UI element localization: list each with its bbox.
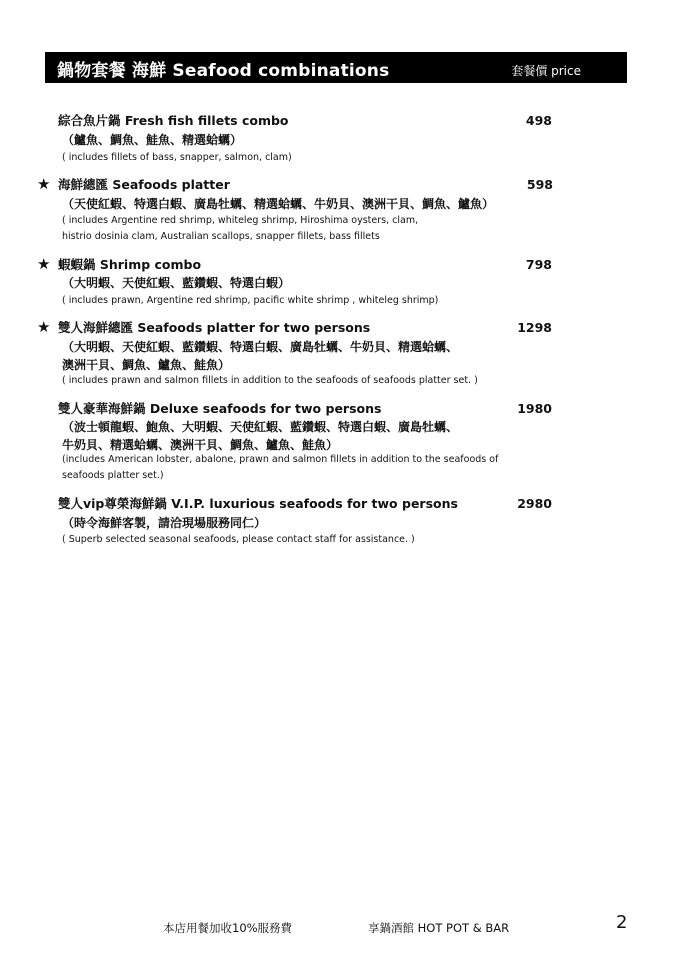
restaurant-brand: 享鍋酒館 HOT POT & BAR (368, 921, 510, 935)
item-ingredients-en: ( includes Argentine red shrimp, whiteleg shrimp, Hiroshima oysters, clam, histrio dosinia clam, Australian scallops, snapper fillets, bass fillets (62, 215, 419, 242)
item-name: 海鮮總匯 Seafoods platter (58, 177, 230, 192)
item-ingredients-zh: （時令海鮮客製，請洽現場服務同仁） (62, 516, 267, 530)
item-ingredients-en: ( includes prawn and salmon fillets in addition to the seafoods of seafoods platter set. ) (62, 375, 478, 386)
item-ingredients-zh: （大明蝦、天使紅蝦、藍鑽蝦、特選白蝦、廣島牡蠣、牛奶貝、精選蛤蠣、 澳洲干貝、鯛魚、鱸魚、鮭魚） (62, 340, 459, 372)
item-ingredients-zh: （天使紅蝦、特選白蝦、廣島牡蠣、精選蛤蠣、牛奶貝、澳洲干貝、鯛魚、鱸魚） (62, 197, 495, 211)
star-icon: ★ (37, 255, 51, 273)
price-column-label: 套餐價 price (511, 64, 581, 78)
item-name: 綜合魚片鍋 Fresh fish fillets combo (58, 113, 289, 128)
item-price: 2980 (517, 496, 552, 511)
item-price: 498 (525, 113, 552, 128)
item-ingredients-en: ( includes fillets of bass, snapper, salmon, clam) (62, 152, 292, 163)
item-price: 1298 (517, 320, 552, 335)
item-ingredients-en: ( Superb selected seasonal seafoods, please contact staff for assistance. ) (62, 534, 415, 545)
item-name: 雙人海鮮總匯 Seafoods platter for two persons (58, 320, 371, 335)
item-price: 798 (525, 257, 552, 272)
item-ingredients-zh: （大明蝦、天使紅蝦、藍鑽蝦、特選白蝦） (62, 276, 291, 290)
item-price: 1980 (517, 401, 552, 416)
item-ingredients-en: (includes American lobster, abalone, prawn and salmon fillets in addition to the seafoods of seafoods platter set.) (62, 454, 499, 481)
section-header-bar (45, 52, 627, 83)
item-price: 598 (526, 177, 553, 192)
section-title: 鍋物套餐 海鮮 Seafood combinations (57, 61, 390, 81)
item-name: 蝦蝦鍋 Shrimp combo (58, 257, 202, 272)
star-icon: ★ (37, 175, 51, 193)
service-charge-note: 本店用餐加收10%服務費 (163, 921, 293, 935)
item-name: 雙人vip尊榮海鮮鍋 V.I.P. luxurious seafoods for two persons (58, 496, 458, 511)
item-name: 雙人豪華海鮮鍋 Deluxe seafoods for two persons (58, 401, 382, 416)
item-ingredients-zh: （波士頓龍蝦、鮑魚、大明蝦、天使紅蝦、藍鑽蝦、特選白蝦、廣島牡蠣、 牛奶貝、精選蛤蠣、澳洲干貝、鯛魚、鱸魚、鮭魚） (62, 420, 459, 452)
page-number: 2 (616, 912, 628, 933)
item-ingredients-zh: （鱸魚、鯛魚、鮭魚、精選蛤蠣） (62, 133, 243, 147)
item-ingredients-en: ( includes prawn, Argentine red shrimp, pacific white shrimp , whiteleg shrimp) (62, 295, 439, 306)
star-icon: ★ (37, 318, 51, 336)
